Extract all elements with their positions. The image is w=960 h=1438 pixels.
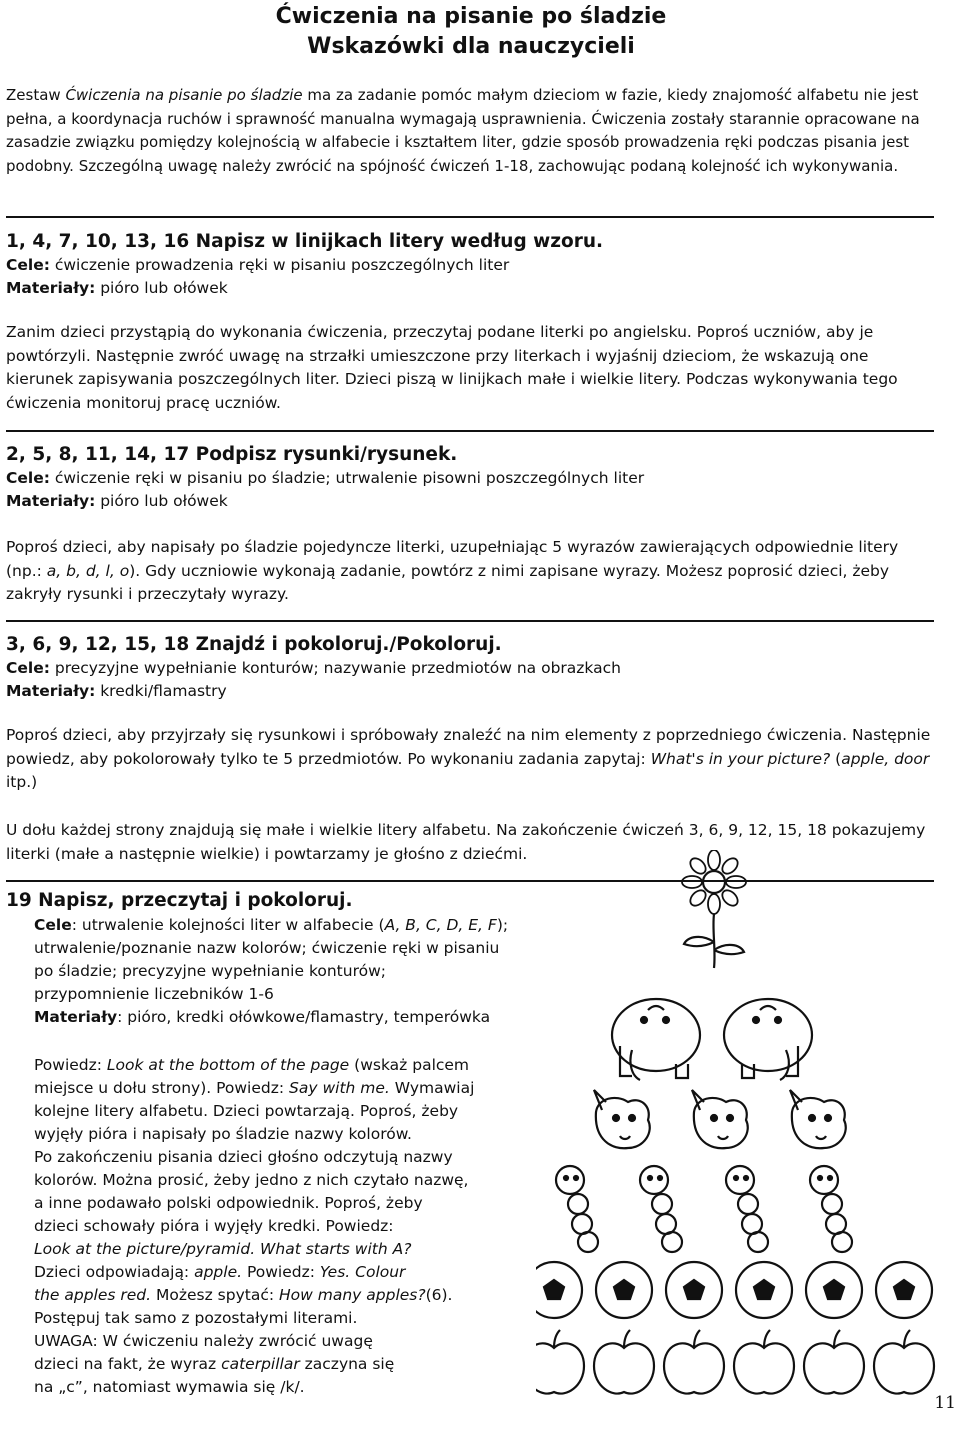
page-subtitle: Wskazówki dla nauczycieli [307, 34, 635, 59]
instruction-line: the apples red. Możesz spytać: How many apples?(6). [34, 1286, 453, 1304]
section4-title: 19 Napisz, przeczytaj i pokoloruj. [6, 890, 353, 911]
ball-icon [876, 1262, 932, 1318]
instruction-line: UWAGA: W ćwiczeniu należy zwrócić uwagę [34, 1332, 373, 1350]
instruction-line: Powiedz: Look at the bottom of the page (wskaż palcem [34, 1056, 470, 1074]
page-title: Ćwiczenia na pisanie po śladzie [275, 4, 667, 29]
section3-body1: Poproś dzieci, aby przyjrzały się rysunkowi i spróbowały znaleźć na nim elementy z poprzedniego ćwiczenia. Następnie powiedz, aby pokolorowały tylko te 5 przedmiotów. Po wykonaniu zadania zapytaj: What's in your picture? (apple, door itp.) [6, 726, 931, 791]
ball-icon [536, 1262, 582, 1318]
caterpillar-icon [556, 1166, 598, 1252]
goal-line: po śladzie; precyzyjne wypełnianie konturów; [34, 962, 386, 980]
section3-title: 3, 6, 9, 12, 15, 18 Znajdź i pokoloruj./Pokoloruj. [6, 634, 502, 655]
apple-icon [536, 1330, 584, 1394]
goal-line: przypomnienie liczebników 1-6 [34, 985, 274, 1003]
pyramid-illustration [536, 850, 956, 1410]
instruction-line: dzieci schowały pióra i wyjęły kredki. Powiedz: [34, 1217, 394, 1235]
section1-goal: Cele: ćwiczenie prowadzenia ręki w pisaniu poszczególnych liter [6, 256, 510, 274]
instruction-line: miejsce u dołu strony). Powiedz: Say with me. Wymawiaj [34, 1079, 475, 1097]
goal-line: utrwalenie/poznanie nazw kolorów; ćwiczenie ręki w pisaniu [34, 939, 500, 957]
divider [6, 620, 934, 622]
page-number: 11 [934, 1393, 956, 1413]
instruction-line: wyjęły pióra i napisały po śladzie nazwy kolorów. [34, 1125, 412, 1143]
section2-title: 2, 5, 8, 11, 14, 17 Podpisz rysunki/rysunek. [6, 444, 458, 465]
instruction-line: kolejne litery alfabetu. Dzieci powtarzają. Poproś, żeby [34, 1102, 459, 1120]
dog-icon [594, 1090, 650, 1148]
apple-icon [594, 1330, 654, 1394]
apple-icon [804, 1330, 864, 1394]
apple-icon [664, 1330, 724, 1394]
caterpillar-icon [810, 1166, 852, 1252]
ball-icon [666, 1262, 722, 1318]
apple-icon [734, 1330, 794, 1394]
instruction-line: a inne podawało polski odpowiednik. Poproś, żeby [34, 1194, 423, 1212]
section1-title: 1, 4, 7, 10, 13, 16 Napisz w linijkach litery według wzoru. [6, 231, 604, 252]
caterpillar-icon [726, 1166, 768, 1252]
section2-goal: Cele: ćwiczenie ręki w pisaniu po śladzie; utrwalenie pisowni poszczególnych liter [6, 469, 645, 487]
section4-goals [34, 914, 508, 1029]
goal-line: Materiały: pióro, kredki ołówkowe/flamastry, temperówka [34, 1008, 491, 1026]
section1-materials: Materiały: pióro lub ołówek [6, 279, 228, 297]
instruction-line: Po zakończeniu pisania dzieci głośno odczytują nazwy [34, 1148, 453, 1166]
dog-icon [692, 1090, 748, 1148]
section2-body: Poproś dzieci, aby napisały po śladzie pojedyncze literki, uzupełniając 5 wyrazów zawierających odpowiednie litery (np.: a, b, d, l, o). Gdy uczniowie wykonają zadanie, powtórz z nimi zapisane wyrazy. Możesz poprosić dzieci, żeby zakryły rysunki i przeczytały wyrazy. [6, 538, 899, 603]
section2-materials: Materiały: pióro lub ołówek [6, 492, 228, 510]
instruction-line: Look at the picture/pyramid. What starts with A? [34, 1240, 412, 1258]
goal-line: Cele: utrwalenie kolejności liter w alfabecie (A, B, C, D, E, F); [34, 916, 509, 934]
instruction-line: Dzieci odpowiadają: apple. Powiedz: Yes. Colour [34, 1263, 406, 1281]
caterpillar-icon [640, 1166, 682, 1252]
dog-icon [790, 1090, 846, 1148]
instruction-line: na „c”, natomiast wymawia się /k/. [34, 1378, 305, 1396]
flower-icon [682, 850, 746, 968]
section3-body2: U dołu każdej strony znajdują się małe i wielkie litery alfabetu. Na zakończenie ćwiczeń 3, 6, 9, 12, 15, 18 pokazujemy literki (małe a następnie wielkie) i powtarzamy je głośno z dziećmi. [6, 821, 926, 863]
section3-materials: Materiały: kredki/flamastry [6, 682, 227, 700]
section3-goal: Cele: precyzyjne wypełnianie konturów; nazywanie przedmiotów na obrazkach [6, 659, 621, 677]
elephant-icon [612, 999, 700, 1080]
apple-icon [874, 1330, 934, 1394]
section1-body: Zanim dzieci przystąpią do wykonania ćwiczenia, przeczytaj podane literki po angielsku. Poproś uczniów, aby je powtórzyli. Następnie zwróć uwagę na strzałki umieszczone przy literkach i wyjaśnij dzieciom, że wskazują one kierunek zapisywania poszczególnych liter. Dzieci piszą w linijkach małe i wielkie litery. Podczas wykonywania tego ćwiczenia monitoruj pracę uczniów. [6, 323, 898, 412]
ball-icon [806, 1262, 862, 1318]
ball-icon [596, 1262, 652, 1318]
instruction-line: Postępuj tak samo z pozostałymi literami. [34, 1309, 358, 1327]
instruction-line: dzieci na fakt, że wyraz caterpillar zaczyna się [34, 1355, 395, 1373]
divider [6, 430, 934, 432]
instruction-line: kolorów. Można prosić, żeby jedno z nich czytało nazwę, [34, 1171, 469, 1189]
elephant-icon [724, 999, 812, 1080]
intro-paragraph: Zestaw Ćwiczenia na pisanie po śladzie ma za zadanie pomóc małym dzieciom w fazie, kiedy znajomość alfabetu nie jest pełna, a koordynacja ruchów i sprawność manualna wymagają usprawnienia. Ćwiczenia zostały starannie opracowane na zasadzie związku pomiędzy kolejnością w alfabecie i kształtem liter, gdzie sposób prowadzenia ręki podczas pisania jest podobny. Szczególną uwagę należy zwrócić na spójność ćwiczeń 1-18, zachowując podaną kolejność ich wykonywania. [6, 86, 920, 175]
ball-icon [736, 1262, 792, 1318]
divider [6, 216, 934, 218]
section4-instructions [34, 1054, 474, 1399]
